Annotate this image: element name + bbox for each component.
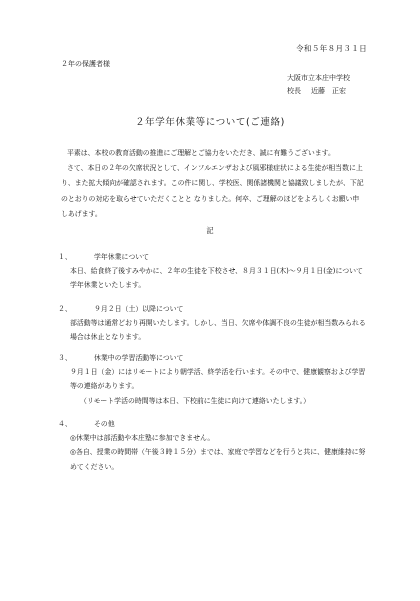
document-date: 令和５年８月３１日 [296,44,368,53]
section-text: ◎休業中は部活動や本庄塾に参加できません。 [70,434,215,443]
section-note: （リモート学活の時間等は本日、下校前に生徒に向けて連絡いたします。） [80,396,311,405]
signer-name: 近藤 正宏 [311,87,346,95]
school-name: 大阪市立本庄中学校 [287,74,350,82]
section-heading: 休業中の学習活動等について [94,354,184,362]
section-text: ９月１日（金）にはリモートにより朝学活、終学活を行います。その中で、健康観察および学習等の連絡があります。 [70,368,366,391]
section-text: 本日、給食終了後すみやかに、２年の生徒を下校させ、８月３１日(木)～９月１日(金)について学年休業といたします。 [70,267,363,290]
section-2 [58,302,368,345]
section-text: ◎各自、授業の時間帯（午後３時１５分）までは、家庭で学習などを行うと共に、健康維持に努めてください。 [70,448,366,471]
section-heading: ９月２日（土）以降について [94,305,184,313]
ki-heading: 記 [206,226,214,235]
section-heading: 学年休業について [94,253,149,261]
signer-title: 校長 [287,87,301,95]
section-heading: その他 [94,420,115,428]
section-number: ３、 [58,354,72,362]
document-title: ２年学年休業等について(ご連絡) [135,117,285,128]
section-3 [58,351,368,408]
intro-paragraph [61,146,366,222]
section-text: 部活動等は通常どおり再開いたします。しかし、当日、欠席や体調不良の生徒が相当数みられる場合は休止となります。 [70,319,366,342]
intro-line-2: さて、本日の２年の欠席状況として、インフルエンザおよび風邪様症状による生徒が相当数に上り、また拡大傾向が確認されます。この件に関し、学校医、関係諸機関と協議致しましたが、下記のとおりの対応を取らせていただくことと なりました。何卒、ご理解のほどをよろしくお願い申しあげます。 [61,164,364,218]
section-number: ４、 [58,420,72,428]
section-number: ２、 [58,305,72,313]
section-number: １、 [58,253,72,261]
signer [287,86,346,96]
section-4 [58,417,368,474]
addressee: ２年の保護者様 [61,60,110,68]
section-1 [58,250,368,293]
intro-line-1: 平素は、本校の教育活動の推進にご理解とご協力をいただき、誠に有難うございます。 [67,149,335,157]
